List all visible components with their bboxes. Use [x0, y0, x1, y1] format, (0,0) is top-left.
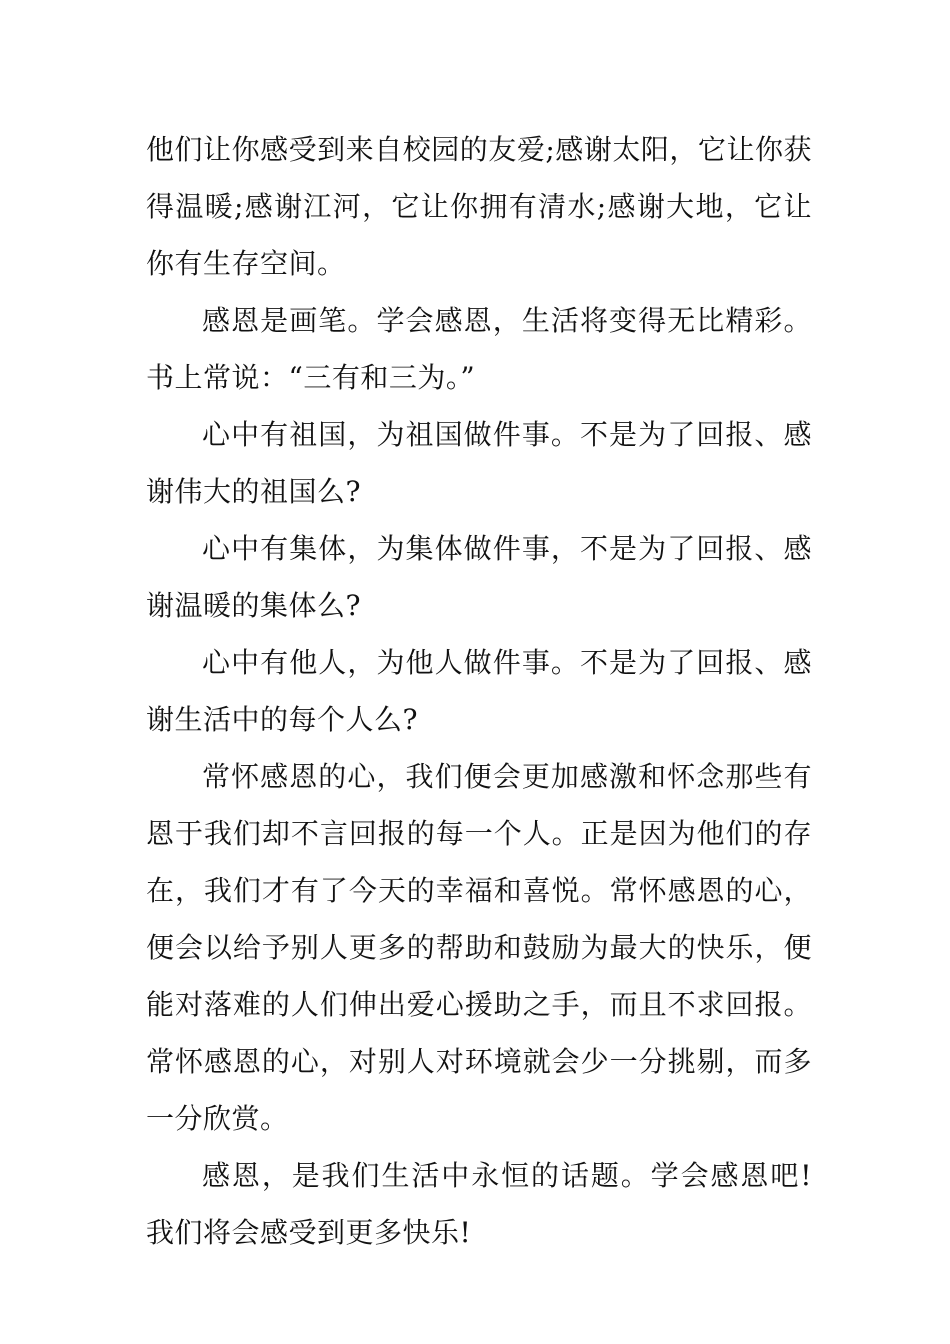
paragraph-3: 心中有祖国，为祖国做件事。不是为了回报、感谢伟大的祖国么? — [146, 418, 812, 508]
paragraph-1: 他们让你感受到来自校园的友爱;感谢太阳，它让你获得温暖;感谢江河，它让你拥有清水;感谢大地，它让你有生存空间。 — [146, 133, 812, 280]
paragraph-5: 心中有他人，为他人做件事。不是为了回报、感谢生活中的每个人么? — [146, 646, 812, 736]
paragraph-2: 感恩是画笔。学会感恩，生活将变得无比精彩。书上常说：“三有和三为。” — [146, 304, 812, 394]
document-body — [146, 121, 812, 1261]
paragraph-7: 感恩，是我们生活中永恒的话题。学会感恩吧!我们将会感受到更多快乐! — [146, 1159, 812, 1249]
paragraph-6: 常怀感恩的心，我们便会更加感激和怀念那些有恩于我们却不言回报的每一个人。正是因为他们的存在，我们才有了今天的幸福和喜悦。常怀感恩的心，便会以给予别人更多的帮助和鼓励为最大的快乐，便能对落难的人们伸出爱心援助之手，而且不求回报。常怀感恩的心，对别人对环境就会少一分挑剔，而多一分欣赏。 — [146, 760, 812, 1135]
paragraph-4: 心中有集体，为集体做件事，不是为了回报、感谢温暖的集体么? — [146, 532, 812, 622]
